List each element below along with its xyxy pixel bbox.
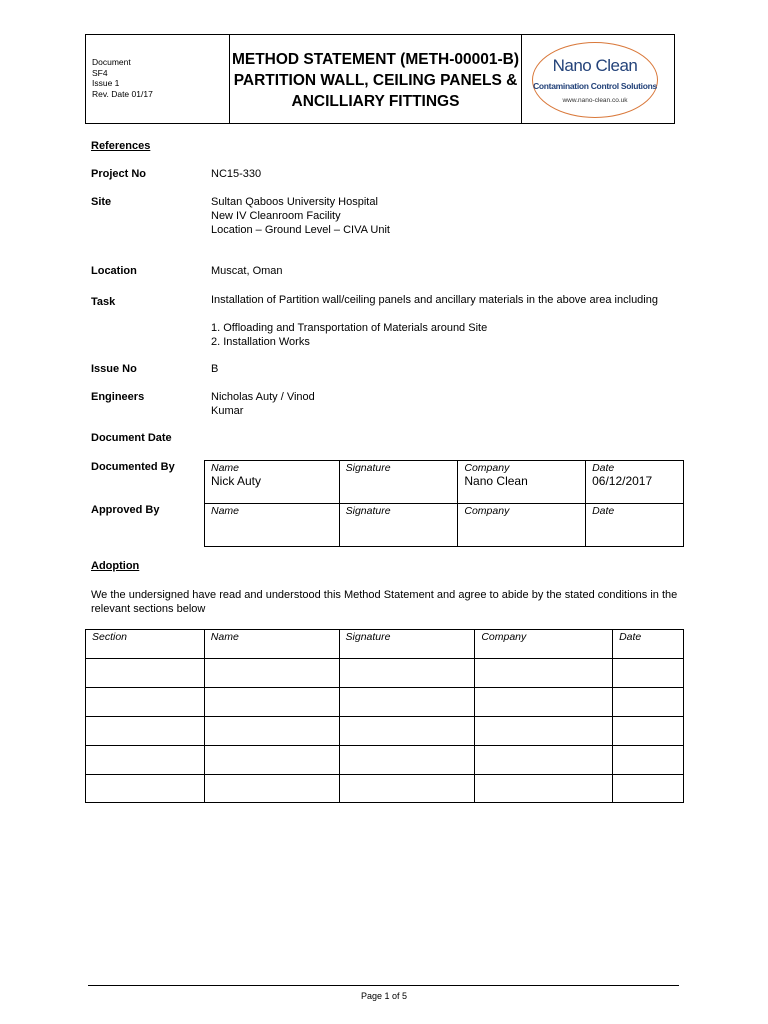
date-cell[interactable] [613, 659, 684, 688]
company-header: Company [464, 505, 510, 517]
site-line-1: Sultan Qaboos University Hospital [211, 196, 378, 208]
meta-form: SF4 [92, 67, 108, 78]
signature-cell[interactable] [339, 688, 475, 717]
sign-off-table [204, 460, 684, 547]
company-header: Company [481, 631, 527, 643]
name-header: Name [211, 462, 240, 474]
document-title [230, 35, 522, 123]
section-cell[interactable] [86, 659, 205, 688]
table-row [86, 775, 684, 803]
name-cell[interactable] [204, 717, 339, 746]
documented-by-name-cell[interactable] [205, 461, 340, 504]
task-label: Task [91, 296, 116, 308]
document-meta [86, 35, 230, 123]
page-number: Page 1 of 5 [360, 991, 408, 1001]
task-item-1: 1. Offloading and Transportation of Materials around Site [211, 322, 488, 334]
meta-rev-date: Rev. Date 01/17 [92, 88, 153, 99]
table-row [86, 746, 684, 775]
company-header-cell [475, 630, 613, 659]
title-line-2: PARTITION WALL, CEILING PANELS & [233, 72, 518, 89]
name-cell[interactable] [204, 659, 339, 688]
company-cell[interactable] [475, 746, 613, 775]
section-cell[interactable] [86, 746, 205, 775]
references-heading: References [91, 140, 151, 152]
title-line-3: ANCILLIARY FITTINGS [291, 93, 460, 110]
site-line-3: Location – Ground Level – CIVA Unit [211, 224, 390, 236]
site-label: Site [91, 196, 112, 208]
name-cell[interactable] [204, 688, 339, 717]
adoption-text [91, 588, 681, 616]
section-cell[interactable] [86, 775, 205, 803]
table-row [86, 688, 684, 717]
logo-tagline: Contamination Control Solutions [533, 81, 657, 91]
task-value: Installation of Partition wall/ceiling panels and ancillary materials in the above area including [211, 294, 658, 306]
adoption-text-line-1: We the undersigned have read and understood this Method Statement and agree to abide by the stated conditions in the [91, 589, 678, 601]
section-header-cell [86, 630, 205, 659]
name-header: Name [210, 631, 239, 643]
documented-by-name: Nick Auty [211, 474, 262, 488]
date-header: Date [592, 505, 615, 517]
approved-by-name-cell[interactable] [205, 504, 340, 547]
approved-by-label: Approved By [91, 504, 160, 516]
signature-cell[interactable] [339, 659, 475, 688]
engineers-value [211, 390, 315, 418]
adoption-text-line-2: relevant sections below [91, 603, 206, 615]
table-row [86, 717, 684, 746]
date-cell[interactable] [613, 775, 684, 803]
signature-header-cell [339, 630, 475, 659]
adoption-heading: Adoption [91, 560, 140, 572]
logo-url: www.nano-clean.co.uk [562, 97, 628, 104]
company-cell[interactable] [475, 717, 613, 746]
issue-no-label: Issue No [91, 363, 137, 375]
name-header-cell [204, 630, 339, 659]
location-label: Location [91, 265, 137, 277]
documented-by-date-cell[interactable] [586, 461, 684, 504]
task-items [211, 321, 487, 349]
signature-cell[interactable] [339, 775, 475, 803]
date-cell[interactable] [613, 688, 684, 717]
engineers-label: Engineers [91, 391, 145, 403]
date-header-cell [613, 630, 684, 659]
footer-divider [88, 985, 679, 986]
signature-header: Signature [345, 505, 391, 517]
date-cell[interactable] [613, 746, 684, 775]
approved-by-company-cell[interactable] [458, 504, 586, 547]
documented-by-row [205, 461, 684, 504]
site-line-2: New IV Cleanroom Facility [211, 210, 341, 222]
date-cell[interactable] [613, 717, 684, 746]
adoption-table [85, 629, 684, 803]
name-cell[interactable] [204, 746, 339, 775]
logo-oval [532, 42, 658, 118]
documented-by-company: Nano Clean [464, 474, 528, 488]
company-cell[interactable] [475, 775, 613, 803]
document-date-label: Document Date [91, 432, 172, 444]
title-line-1: METHOD STATEMENT (METH-00001-B) [231, 51, 520, 68]
approved-by-signature-cell[interactable] [339, 504, 458, 547]
meta-document: Document [92, 57, 131, 67]
table-row [86, 659, 684, 688]
adoption-header-row [86, 630, 684, 659]
project-no-label: Project No [91, 168, 147, 180]
logo-name: Nano Clean [552, 56, 638, 75]
engineers-line-2: Kumar [211, 405, 244, 417]
meta-issue: Issue 1 [92, 78, 120, 88]
site-value [211, 195, 390, 237]
date-header: Date [619, 631, 642, 643]
signature-header: Signature [345, 462, 391, 474]
task-item-2: 2. Installation Works [211, 336, 310, 348]
engineers-line-1: Nicholas Auty / Vinod [211, 391, 315, 403]
documented-by-date: 06/12/2017 [592, 474, 653, 488]
date-header: Date [592, 462, 615, 474]
company-cell[interactable] [475, 688, 613, 717]
issue-no-value: B [211, 363, 219, 375]
documented-by-signature-cell[interactable] [339, 461, 458, 504]
section-cell[interactable] [86, 688, 205, 717]
signature-cell[interactable] [339, 746, 475, 775]
company-logo [522, 35, 674, 123]
name-cell[interactable] [204, 775, 339, 803]
approved-by-date-cell[interactable] [586, 504, 684, 547]
signature-header: Signature [345, 631, 391, 643]
company-header: Company [464, 462, 510, 474]
documented-by-company-cell[interactable] [458, 461, 586, 504]
company-cell[interactable] [475, 659, 613, 688]
name-header: Name [211, 505, 240, 517]
location-value: Muscat, Oman [211, 265, 283, 277]
document-header [85, 34, 675, 124]
approved-by-row [205, 504, 684, 547]
signature-cell[interactable] [339, 717, 475, 746]
documented-by-label: Documented By [91, 461, 175, 473]
section-header: Section [92, 631, 128, 643]
project-no-value: NC15-330 [211, 168, 262, 180]
section-cell[interactable] [86, 717, 205, 746]
